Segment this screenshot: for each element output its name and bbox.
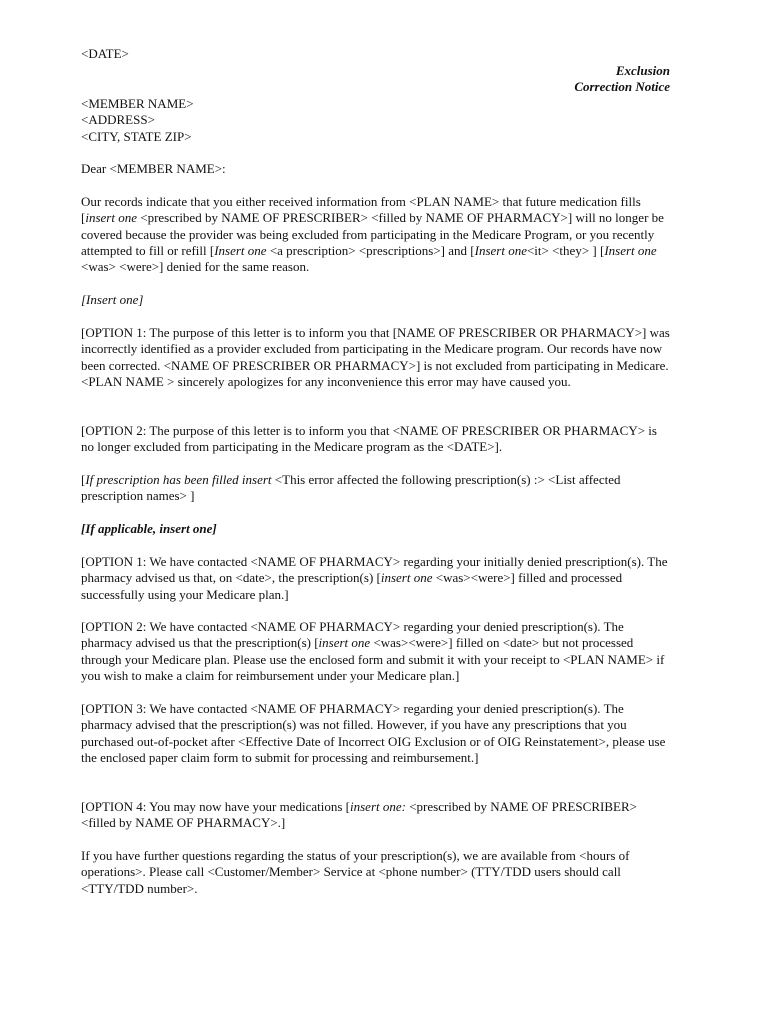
pharmacy-option-1-paragraph: [OPTION 1: We have contacted <NAME OF PHARMACY> regarding your initially denied prescription(s). The pharmacy advised us that, on <date>, the prescription(s) [insert one <was><were>] filled and processed successfully using your Medicare plan.] bbox=[81, 554, 668, 602]
greeting: Dear <MEMBER NAME>: bbox=[81, 161, 226, 176]
intro-paragraph: Our records indicate that you either received information from <PLAN NAME> that future medication fills [insert one <prescribed by NAME OF PRESCRIBER> <filled by NAME OF PHARMACY>] will no longer be covered because the provider was being excluded from participating in the Medicare Program, or you recently attempted to fill or refill [Insert one <a prescription> <prescriptions>] and [Insert one<it> <they> ] [Insert one <was> <were>] denied for the same reason. bbox=[81, 194, 664, 275]
letter-date: <DATE> bbox=[81, 46, 129, 61]
affected-prescriptions-paragraph: [If prescription has been filled insert <This error affected the following prescription(s) :> <List affected prescription names> ] bbox=[81, 472, 621, 504]
recipient-city: <CITY, STATE ZIP> bbox=[81, 128, 192, 144]
pharmacy-option-4-paragraph: [OPTION 4: You may now have your medications [insert one: <prescribed by NAME OF PRESCRIBER> <filled by NAME OF PHARMACY>.] bbox=[81, 799, 637, 831]
option-1-paragraph: [OPTION 1: The purpose of this letter is to inform you that [NAME OF PRESCRIBER OR PHARMACY>] was incorrectly identified as a provider excluded from participating in the Medicare program. Our records have now been corrected. <NAME OF PRESCRIBER OR PHARMACY>] is not excluded from participating in Medicare. <PLAN NAME > sincerely apologizes for any inconvenience this error may have caused you. bbox=[81, 325, 670, 389]
recipient-street: <ADDRESS> bbox=[81, 112, 155, 128]
recipient-name: <MEMBER NAME> bbox=[81, 96, 194, 111]
pharmacy-option-3-paragraph: [OPTION 3: We have contacted <NAME OF PHARMACY> regarding your denied prescription(s). The pharmacy advised that the prescription(s) was not filled. However, if you have any prescriptions that you purchased out-of-pocket after <Effective Date of Incorrect OIG Exclusion or of OIG Reinstatement>, please use the enclosed paper claim form to submit for processing and reimbursement.] bbox=[81, 701, 666, 765]
if-applicable-instruction: [If applicable, insert one] bbox=[81, 521, 217, 536]
insert-one-instruction: [Insert one] bbox=[81, 292, 144, 307]
recipient-address bbox=[81, 96, 671, 145]
notice-title-line1: Exclusion bbox=[615, 63, 670, 78]
notice-title-line2: Correction Notice bbox=[574, 79, 670, 95]
option-2-paragraph: [OPTION 2: The purpose of this letter is to inform you that <NAME OF PRESCRIBER OR PHARMACY> is no longer excluded from participating in the Medicare program as the <DATE>]. bbox=[81, 423, 657, 455]
closing-paragraph: If you have further questions regarding the status of your prescription(s), we are available from <hours of operations>. Please call <Customer/Member> Service at <phone number> (TTY/TDD users should call <TTY/TDD number>. bbox=[81, 848, 630, 896]
notice-title bbox=[574, 63, 670, 96]
pharmacy-option-2-paragraph: [OPTION 2: We have contacted <NAME OF PHARMACY> regarding your denied prescription(s). The pharmacy advised us that the prescription(s) [insert one <was><were>] filled on <date> but not processed through your Medicare plan. Please use the enclosed form and submit it with your receipt to <PLAN NAME> if you wish to make a claim for reimbursement under your Medicare plan.] bbox=[81, 619, 665, 683]
